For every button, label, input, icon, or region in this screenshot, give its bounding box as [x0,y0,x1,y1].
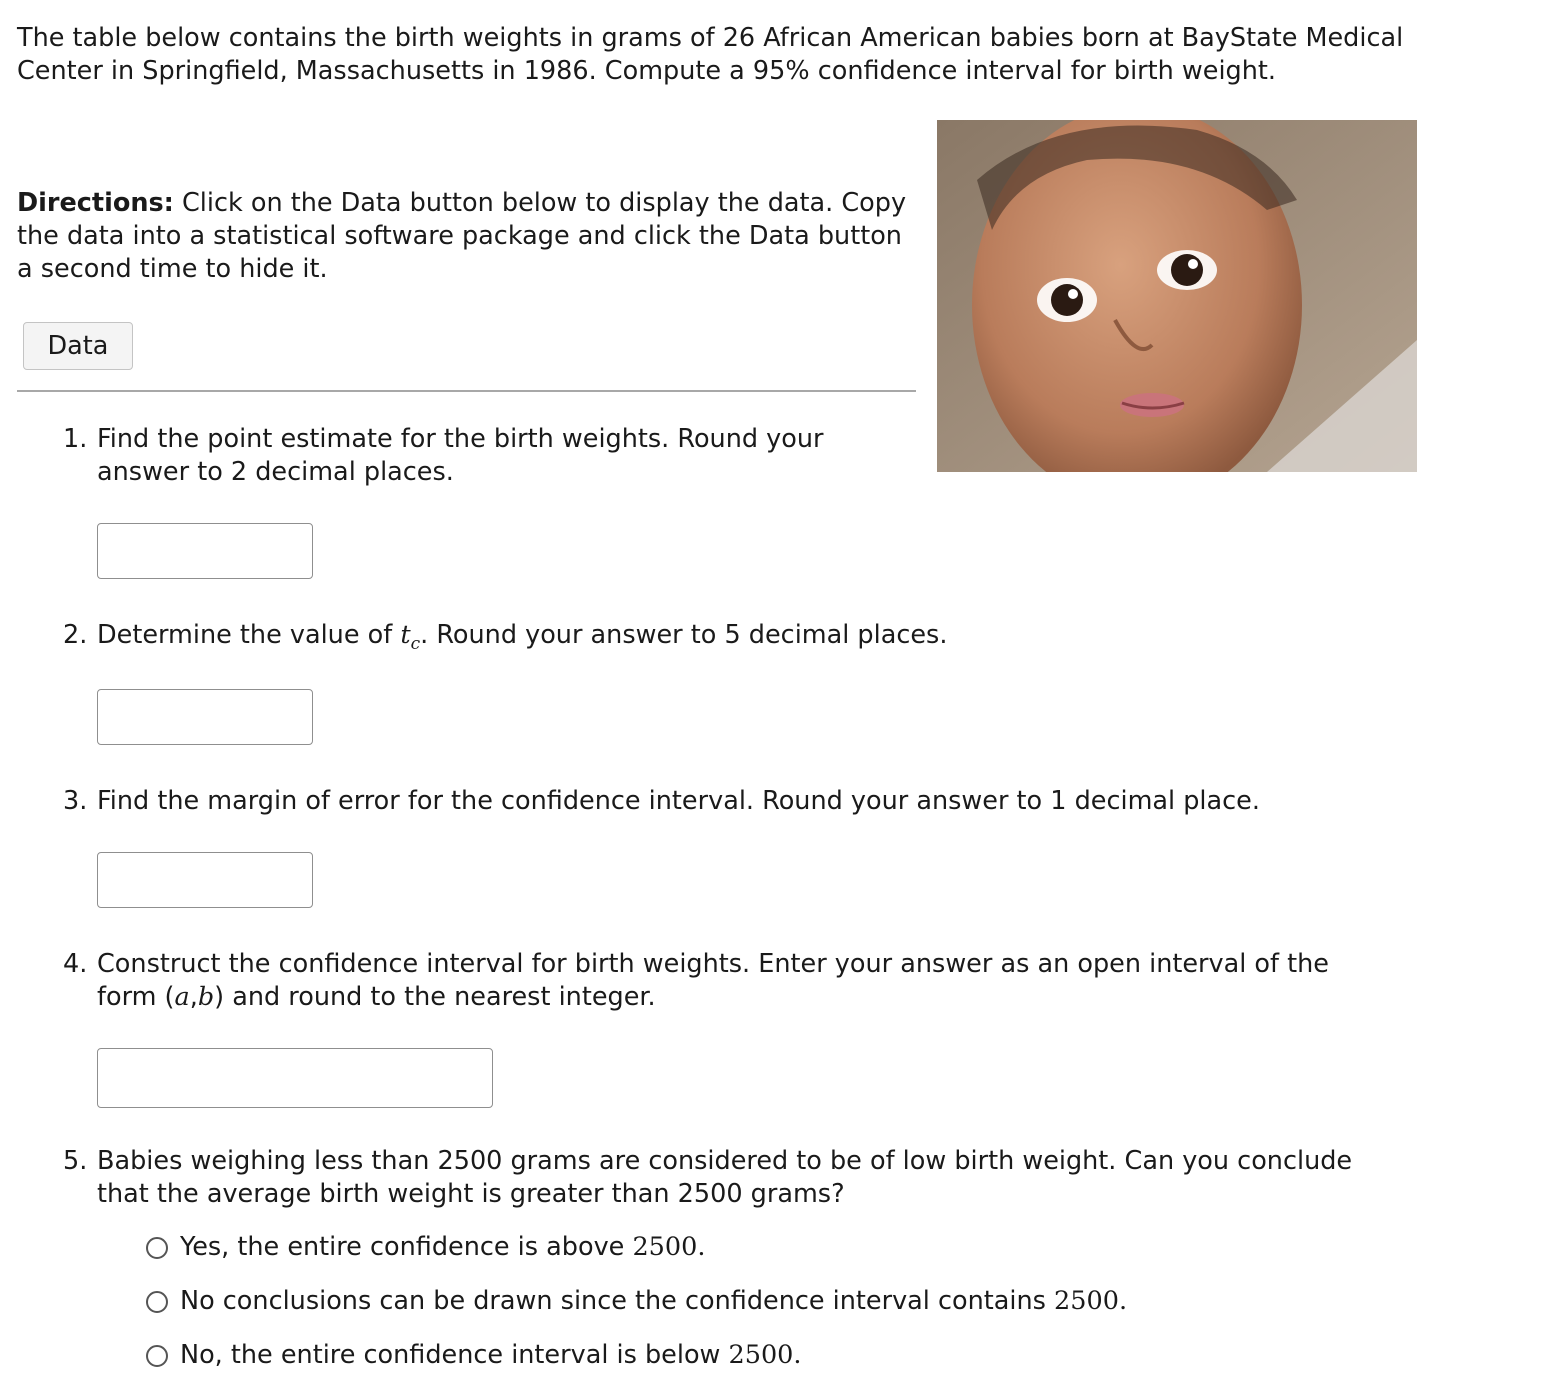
option-value: 2500 [632,1232,698,1262]
comma: , [189,982,198,1012]
data-button[interactable]: Data [23,322,133,370]
option-text: No, the entire confidence interval is below [180,1340,729,1370]
directions-body: Click on the Data button below to display the data. Copy the data into a statistical software package and click the Data button a second time to hide it. [17,188,907,284]
question-text-start: Construct the confidence interval for birth weights. Enter your answer as an open interval of the form ( [97,949,1329,1012]
option-value: 2500 [1054,1286,1119,1316]
question-number: 3. [63,786,88,816]
option-yes-above[interactable] [146,1231,705,1264]
option-label [180,1339,802,1372]
option-label [180,1231,705,1264]
radio-button[interactable] [146,1345,168,1367]
margin-of-error-input[interactable] [97,852,313,908]
option-period: . [1118,1286,1128,1316]
t-variable: t [400,620,411,650]
question-number: 1. [63,424,88,454]
question-text-start: Determine the value of [97,620,401,650]
question-4 [63,948,1383,1014]
a-variable: a [174,982,190,1012]
question-1 [63,423,863,489]
option-text: Yes, the entire confidence is above [180,1232,633,1262]
option-period: . [697,1232,706,1262]
baby-photo [937,120,1417,472]
question-2 [63,619,1463,661]
section-divider [17,390,916,392]
radio-button[interactable] [146,1237,168,1259]
confidence-interval-input[interactable] [97,1048,493,1108]
question-text [97,948,1383,1014]
question-text: Find the margin of error for the confidence interval. Round your answer to 1 decimal place. [97,786,1260,816]
option-label [180,1285,1127,1318]
directions-label: Directions: [17,188,174,218]
option-text: No conclusions can be drawn since the confidence interval contains [180,1286,1055,1316]
question-3 [63,785,1513,818]
option-period: . [793,1340,802,1370]
directions-text [17,187,917,286]
option-no-conclusion[interactable] [146,1285,1127,1318]
t-critical-input[interactable] [97,689,313,745]
point-estimate-input[interactable] [97,523,313,579]
option-value: 2500 [728,1340,794,1370]
option-no-below[interactable] [146,1339,802,1372]
question-text: Find the point estimate for the birth weights. Round your answer to 2 decimal places. [97,424,824,487]
question-number: 4. [63,949,88,979]
question-number: 2. [63,620,88,650]
problem-intro: The table below contains the birth weights in grams of 26 African American babies born at BayState Medical Center in Springfield, Massachusetts in 1986. Compute a 95% confidence interval for birth weight. [17,23,1404,86]
question-number: 5. [63,1146,88,1176]
question-text-end: ) and round to the nearest integer. [214,982,656,1012]
question-text-end: . Round your answer to 5 decimal places. [420,620,948,650]
question-text [97,619,1463,661]
radio-button[interactable] [146,1291,168,1313]
question-5 [63,1145,1383,1211]
question-text: Babies weighing less than 2500 grams are considered to be of low birth weight. Can you conclude that the average birth weight is greater than 2500 grams? [97,1146,1353,1209]
c-subscript: c [410,634,421,655]
b-variable: b [197,982,215,1012]
